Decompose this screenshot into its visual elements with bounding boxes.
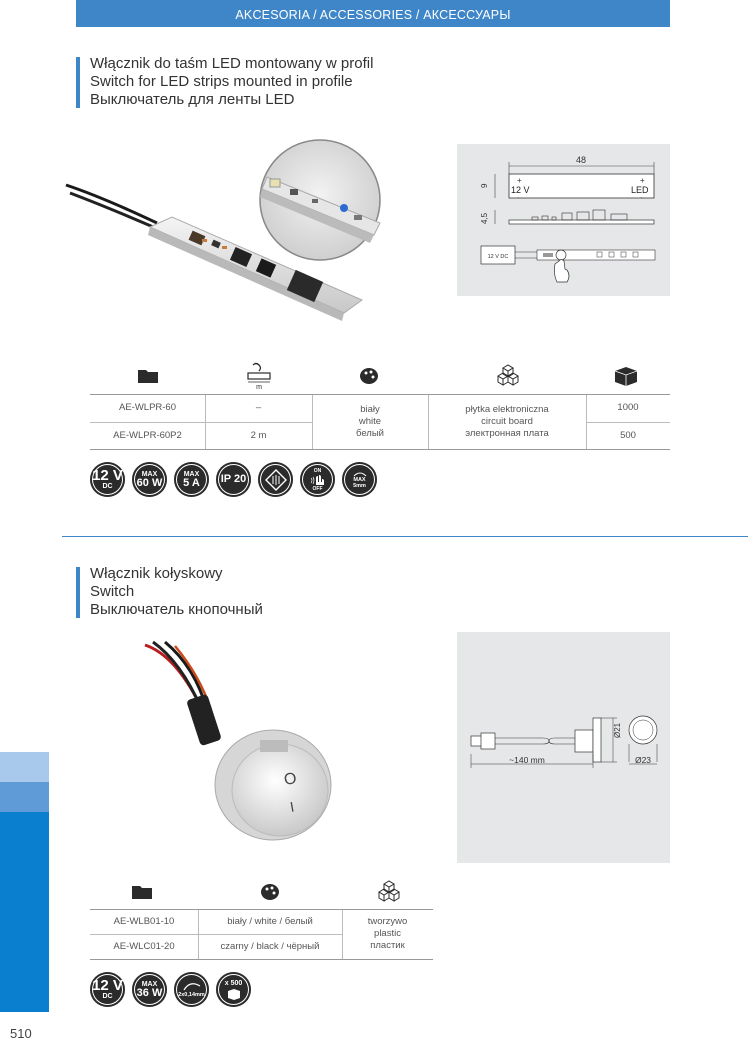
badge-main: 36 W <box>136 986 163 999</box>
badge-power <box>132 972 167 1007</box>
switch-off-symbol: I <box>288 798 296 815</box>
box-icon <box>216 972 251 1007</box>
label-led: LED <box>631 185 649 195</box>
hand-icon <box>554 260 569 283</box>
color-pl: biały <box>360 404 380 415</box>
wire-icon <box>174 972 209 1007</box>
badge-top: MAX <box>141 470 158 478</box>
dim-length: ~140 mm <box>509 755 545 765</box>
folder-icon <box>138 370 158 383</box>
title-en: Switch <box>90 583 135 600</box>
material-pl: tworzywo <box>367 916 408 927</box>
title-accent-bar <box>76 567 80 618</box>
technical-drawing <box>457 632 670 863</box>
title-pl: Włącznik do taśm LED montowany w profil <box>90 55 374 72</box>
side-tab-medium <box>0 782 49 812</box>
material-pl: płytka elektroniczna <box>465 404 549 415</box>
badge-sub: DC <box>102 483 113 490</box>
technical-drawing <box>457 144 670 296</box>
badge-top: ON <box>313 467 322 474</box>
dim-thickness: 4,5 <box>480 212 489 224</box>
badge-main: 5 A <box>183 476 200 489</box>
dim-d2: Ø23 <box>634 755 652 765</box>
led-switch-photo <box>62 135 392 335</box>
section1-title <box>90 55 373 109</box>
material-ru: электронная плата <box>465 428 549 439</box>
plus-left: + <box>517 176 522 185</box>
product-code: AE-WLPR-60P2 <box>113 430 182 441</box>
folder-icon <box>132 886 152 899</box>
badge-sub: DC <box>102 993 113 1000</box>
sensor-distance-icon <box>342 462 377 497</box>
small-voltage-label: 12 V DC <box>487 254 509 260</box>
badge-current <box>174 462 209 497</box>
color-ru: белый <box>356 428 384 439</box>
badge-bottom: 5mm <box>353 482 366 489</box>
product-code: AE-WLPR-60 <box>118 402 176 413</box>
material-en: plastic <box>374 928 401 939</box>
plus-right: + <box>640 176 645 185</box>
table1-row-rule <box>90 422 312 423</box>
product-code: AE-WLB01-10 <box>113 916 175 927</box>
cable-length: 2 m <box>250 430 267 441</box>
mounting-symbol-icon <box>258 462 293 497</box>
table2-row-rule <box>90 934 342 935</box>
title-ru: Выключатель для ленты LED <box>90 91 295 108</box>
material-cubes-icon <box>379 881 399 901</box>
title-accent-bar <box>76 57 80 108</box>
badge-main: 12 V <box>92 467 123 484</box>
switch-on-symbol: O <box>282 770 298 789</box>
color-cell <box>312 404 428 440</box>
badge-main: 2x0,14mm <box>178 991 205 998</box>
table2-top-rule <box>90 909 433 910</box>
material-cell <box>342 916 433 952</box>
product-code: AE-WLC01-20 <box>113 941 175 952</box>
dim-height: 9 <box>480 183 489 188</box>
table1-header-icons <box>90 362 670 390</box>
color-palette-icon <box>360 368 378 384</box>
cable-length-icon <box>248 364 270 391</box>
table2-header-icons <box>90 880 435 906</box>
badge-voltage <box>90 462 125 497</box>
dim-length: 48 <box>575 155 587 165</box>
side-tab-light <box>0 752 49 782</box>
product-color: biały / white / белый <box>227 916 313 927</box>
badge-top: MAX <box>183 470 200 478</box>
box-icon <box>615 367 637 386</box>
material-cubes-icon <box>498 365 518 385</box>
badge-bottom: OFF <box>312 485 323 492</box>
section2-title <box>90 565 263 619</box>
section-separator <box>62 536 748 537</box>
title-ru: Выключатель кнопочный <box>90 601 263 618</box>
cable-length: – <box>255 402 262 413</box>
product-color: czarny / black / чёрный <box>220 941 320 952</box>
title-en: Switch for LED strips mounted in profile <box>90 73 353 90</box>
material-cell <box>428 404 586 440</box>
hand-sensor-icon <box>300 462 335 497</box>
table1-row-rule-right <box>586 422 670 423</box>
color-palette-icon <box>261 884 279 900</box>
badge-main: 60 W <box>136 476 163 489</box>
material-ru: пластик <box>370 940 405 951</box>
category-header: AKCESORIA / ACCESSORIES / АКСЕССУАРЫ <box>76 0 670 27</box>
badge-power <box>132 462 167 497</box>
badge-top: x 500 <box>224 979 243 987</box>
label-voltage: 12 V <box>511 185 530 195</box>
badge-main: 12 V <box>92 977 123 994</box>
badge-main: IP 20 <box>220 473 247 485</box>
material-en: circuit board <box>481 416 533 427</box>
rocker-switch-photo <box>135 640 335 845</box>
table1-bottom-rule <box>90 449 670 450</box>
badge-top: MAX <box>141 980 158 988</box>
pack-quantity: 1000 <box>617 402 639 413</box>
minus-left: - <box>517 193 520 202</box>
badge-top: MAX <box>353 476 366 483</box>
table2-bottom-rule <box>90 959 433 960</box>
dim-d1: Ø21 <box>613 722 622 738</box>
badge-ip-rating <box>216 462 251 497</box>
pack-quantity: 500 <box>620 430 636 441</box>
color-en: white <box>358 416 382 427</box>
page-number: 510 <box>10 1026 32 1041</box>
minus-right: - <box>640 193 643 202</box>
badge-voltage <box>90 972 125 1007</box>
side-tab-dark <box>0 812 49 1012</box>
length-unit: m <box>256 384 262 390</box>
title-pl: Włącznik kołyskowy <box>90 565 223 582</box>
table1-top-rule <box>90 394 670 395</box>
